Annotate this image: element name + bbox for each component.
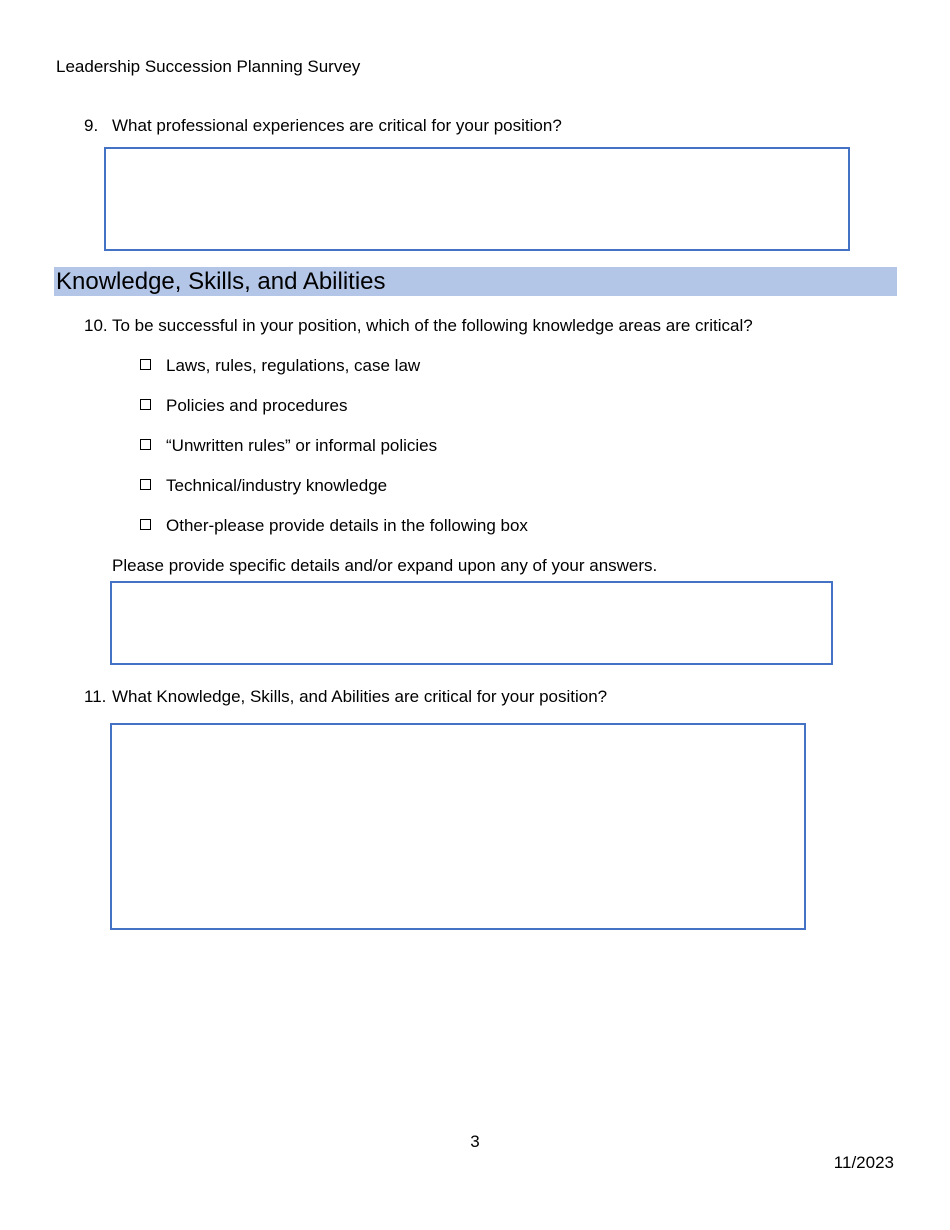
q11-answer-field[interactable] [110,723,806,930]
checkbox-icon[interactable] [140,479,151,490]
checkbox-icon[interactable] [140,519,151,530]
checkbox-icon[interactable] [140,439,151,450]
question-text: To be successful in your position, which of the following knowledge areas are critical? [112,316,753,335]
question-9 [84,116,562,136]
knowledge-option-policies[interactable] [140,396,347,416]
checkbox-icon[interactable] [140,359,151,370]
option-label: Laws, rules, regulations, case law [166,356,421,375]
knowledge-option-other[interactable] [140,516,528,536]
question-10 [84,316,753,336]
question-11 [84,687,607,707]
option-label: “Unwritten rules” or informal policies [166,436,438,455]
section-heading-ksa: Knowledge, Skills, and Abilities [54,267,897,296]
option-label: Policies and procedures [166,396,348,415]
details-prompt: Please provide specific details and/or expand upon any of your answers. [112,556,658,575]
knowledge-option-technical[interactable] [140,476,387,496]
page-number: 3 [470,1132,480,1151]
option-label: Technical/industry knowledge [166,476,388,495]
checkbox-icon[interactable] [140,399,151,410]
q9-answer-field[interactable] [104,147,850,251]
footer-date: 11/2023 [833,1153,894,1172]
document-header-title: Leadership Succession Planning Survey [56,57,361,76]
question-number: 10. [84,316,108,335]
question-number: 9. [84,116,99,135]
question-number: 11. [84,687,107,706]
knowledge-option-laws[interactable] [140,356,420,376]
knowledge-option-unwritten-rules[interactable] [140,436,437,456]
question-text: What Knowledge, Skills, and Abilities are critical for your position? [112,687,608,706]
q10-details-field[interactable] [110,581,833,665]
question-text: What professional experiences are critical for your position? [112,116,562,135]
option-label: Other-please provide details in the following box [166,516,528,535]
